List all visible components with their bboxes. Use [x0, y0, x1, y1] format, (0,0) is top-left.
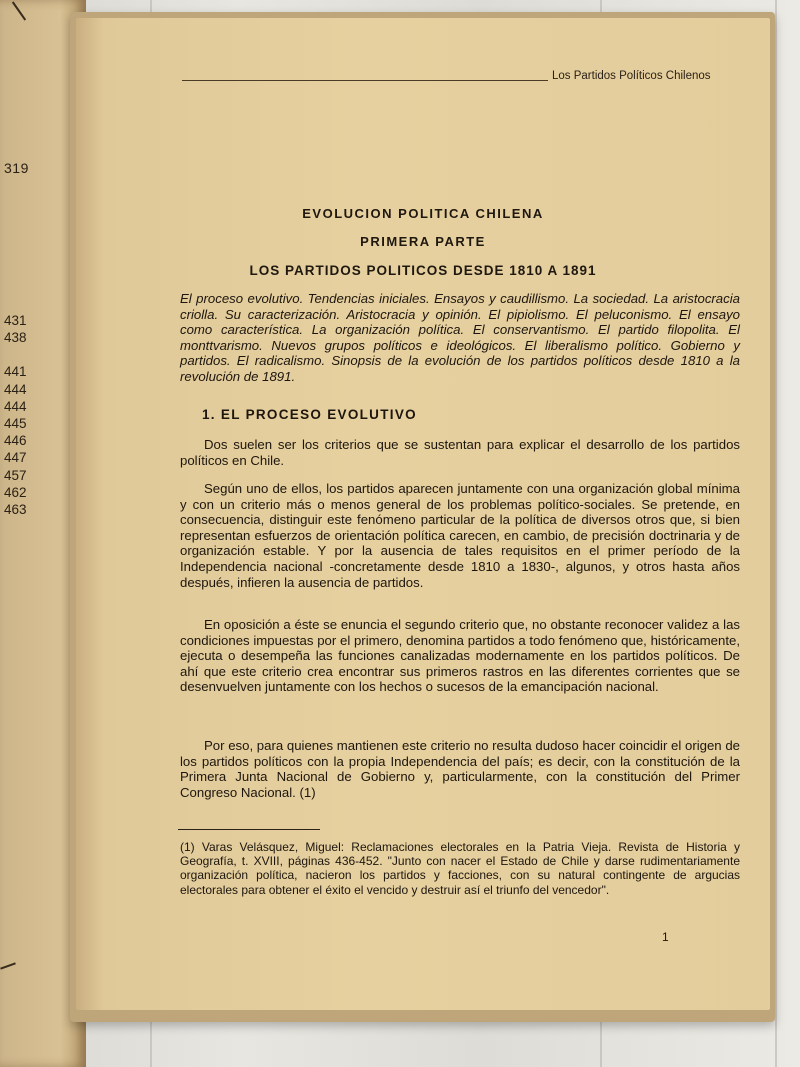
main-title: EVOLUCION POLITICA CHILENA: [302, 206, 544, 221]
page-mark: [12, 1, 26, 20]
paragraph: Según uno de ellos, los partidos aparecen juntamente con una organización global mínima y con un criterio más o menos general de los problemas político-sociales. Se pretende, en consecuencia, distinguir este fenómeno particular de la política de diversos otros que, si bien representan esfuerzos de orientación política carecen, en cambio, de precisión doctrinaria y de organización estable. Y por la ausencia de tales requisitos en el primer período de la Independencia nacional -concretamente desde 1810 a 1830-, algunos, y otros hasta años después, infieren la ausencia de partidos.: [180, 481, 740, 590]
left-page-number: 441: [4, 364, 27, 380]
left-page-number: 444: [4, 381, 27, 397]
footnote-rule: [178, 829, 320, 830]
left-page-number: 463: [4, 502, 27, 518]
right-page: [76, 18, 770, 1010]
footnote: (1) Varas Velásquez, Miguel: Reclamaciones electorales en la Patria Vieja. Revista de Historia y Geografía, t. XVIII, páginas 436-452. "Junto con nacer el Estado de Chile y darse rudimentariamente organización política, nacieron los partidos y facciones, con su natural contingente de argucias electorales para obtener el éxito el vencido y destruir así el triunfo del vencedor".: [180, 840, 740, 897]
part-title: PRIMERA PARTE: [360, 234, 486, 249]
header-rule: [182, 80, 548, 81]
left-page-number: 462: [4, 484, 27, 500]
chapter-subtitle: LOS PARTIDOS POLITICOS DESDE 1810 A 1891: [249, 263, 597, 278]
running-header: Los Partidos Políticos Chilenos: [552, 70, 711, 82]
left-page-number: 447: [4, 450, 27, 466]
left-page-top-number: 319: [4, 160, 29, 176]
paragraph: Por eso, para quienes mantienen este criterio no resulta dudoso hacer coincidir el origen de los partidos políticos con la propia Independencia del país; es decir, con la constitución de la Primera Junta Nacional de Gobierno y, particularmente, con la constitución del Primer Congreso Nacional. (1): [180, 738, 740, 800]
left-page-number: 457: [4, 467, 27, 483]
left-page-number: [4, 346, 27, 363]
left-page-number: 444: [4, 398, 27, 414]
left-page-number: 445: [4, 416, 27, 432]
paragraph: En oposición a éste se enuncia el segundo criterio que, no obstante reconocer validez a las condiciones impuestas por el primero, denomina partidos a todo fenómeno que, históricamente, ejecuta o desempeña las funciones canalizadas modernamente en los partidos políticos. De ahí que este criterio crea encontrar sus primeros rastros en las diferentes corrientes que se desenvuelven juntamente con los hechos o sucesos de la emancipación nacional.: [180, 617, 740, 695]
page-mark: [0, 962, 16, 969]
left-page-number-list: [4, 312, 27, 518]
chapter-synopsis: El proceso evolutivo. Tendencias iniciales. Ensayos y caudillismo. La sociedad. La aristocracia criolla. Su caracterización. Aristocracia y opinión. El pipiolismo. El peluconismo. El ensayo como característica. La organización política. El conservantismo. El partido filopolita. El monttvarismo. Nuevos grupos políticos e ideológicos. El liberalismo político. Gobierno y partidos. El radicalismo. Sinopsis de la evolución de los partidos políticos desde 1810 a la revolución de 1891.: [180, 291, 740, 384]
section-heading: 1. EL PROCESO EVOLUTIVO: [202, 407, 417, 422]
left-page-number: 446: [4, 433, 27, 449]
left-page-number: 438: [4, 330, 27, 346]
paragraph: Dos suelen ser los criterios que se sustentan para explicar el desarrollo de los partidos políticos en Chile.: [180, 437, 740, 468]
wood-plank-line: [775, 0, 777, 1067]
left-page-number: 431: [4, 313, 27, 328]
page-number: 1: [662, 930, 669, 944]
